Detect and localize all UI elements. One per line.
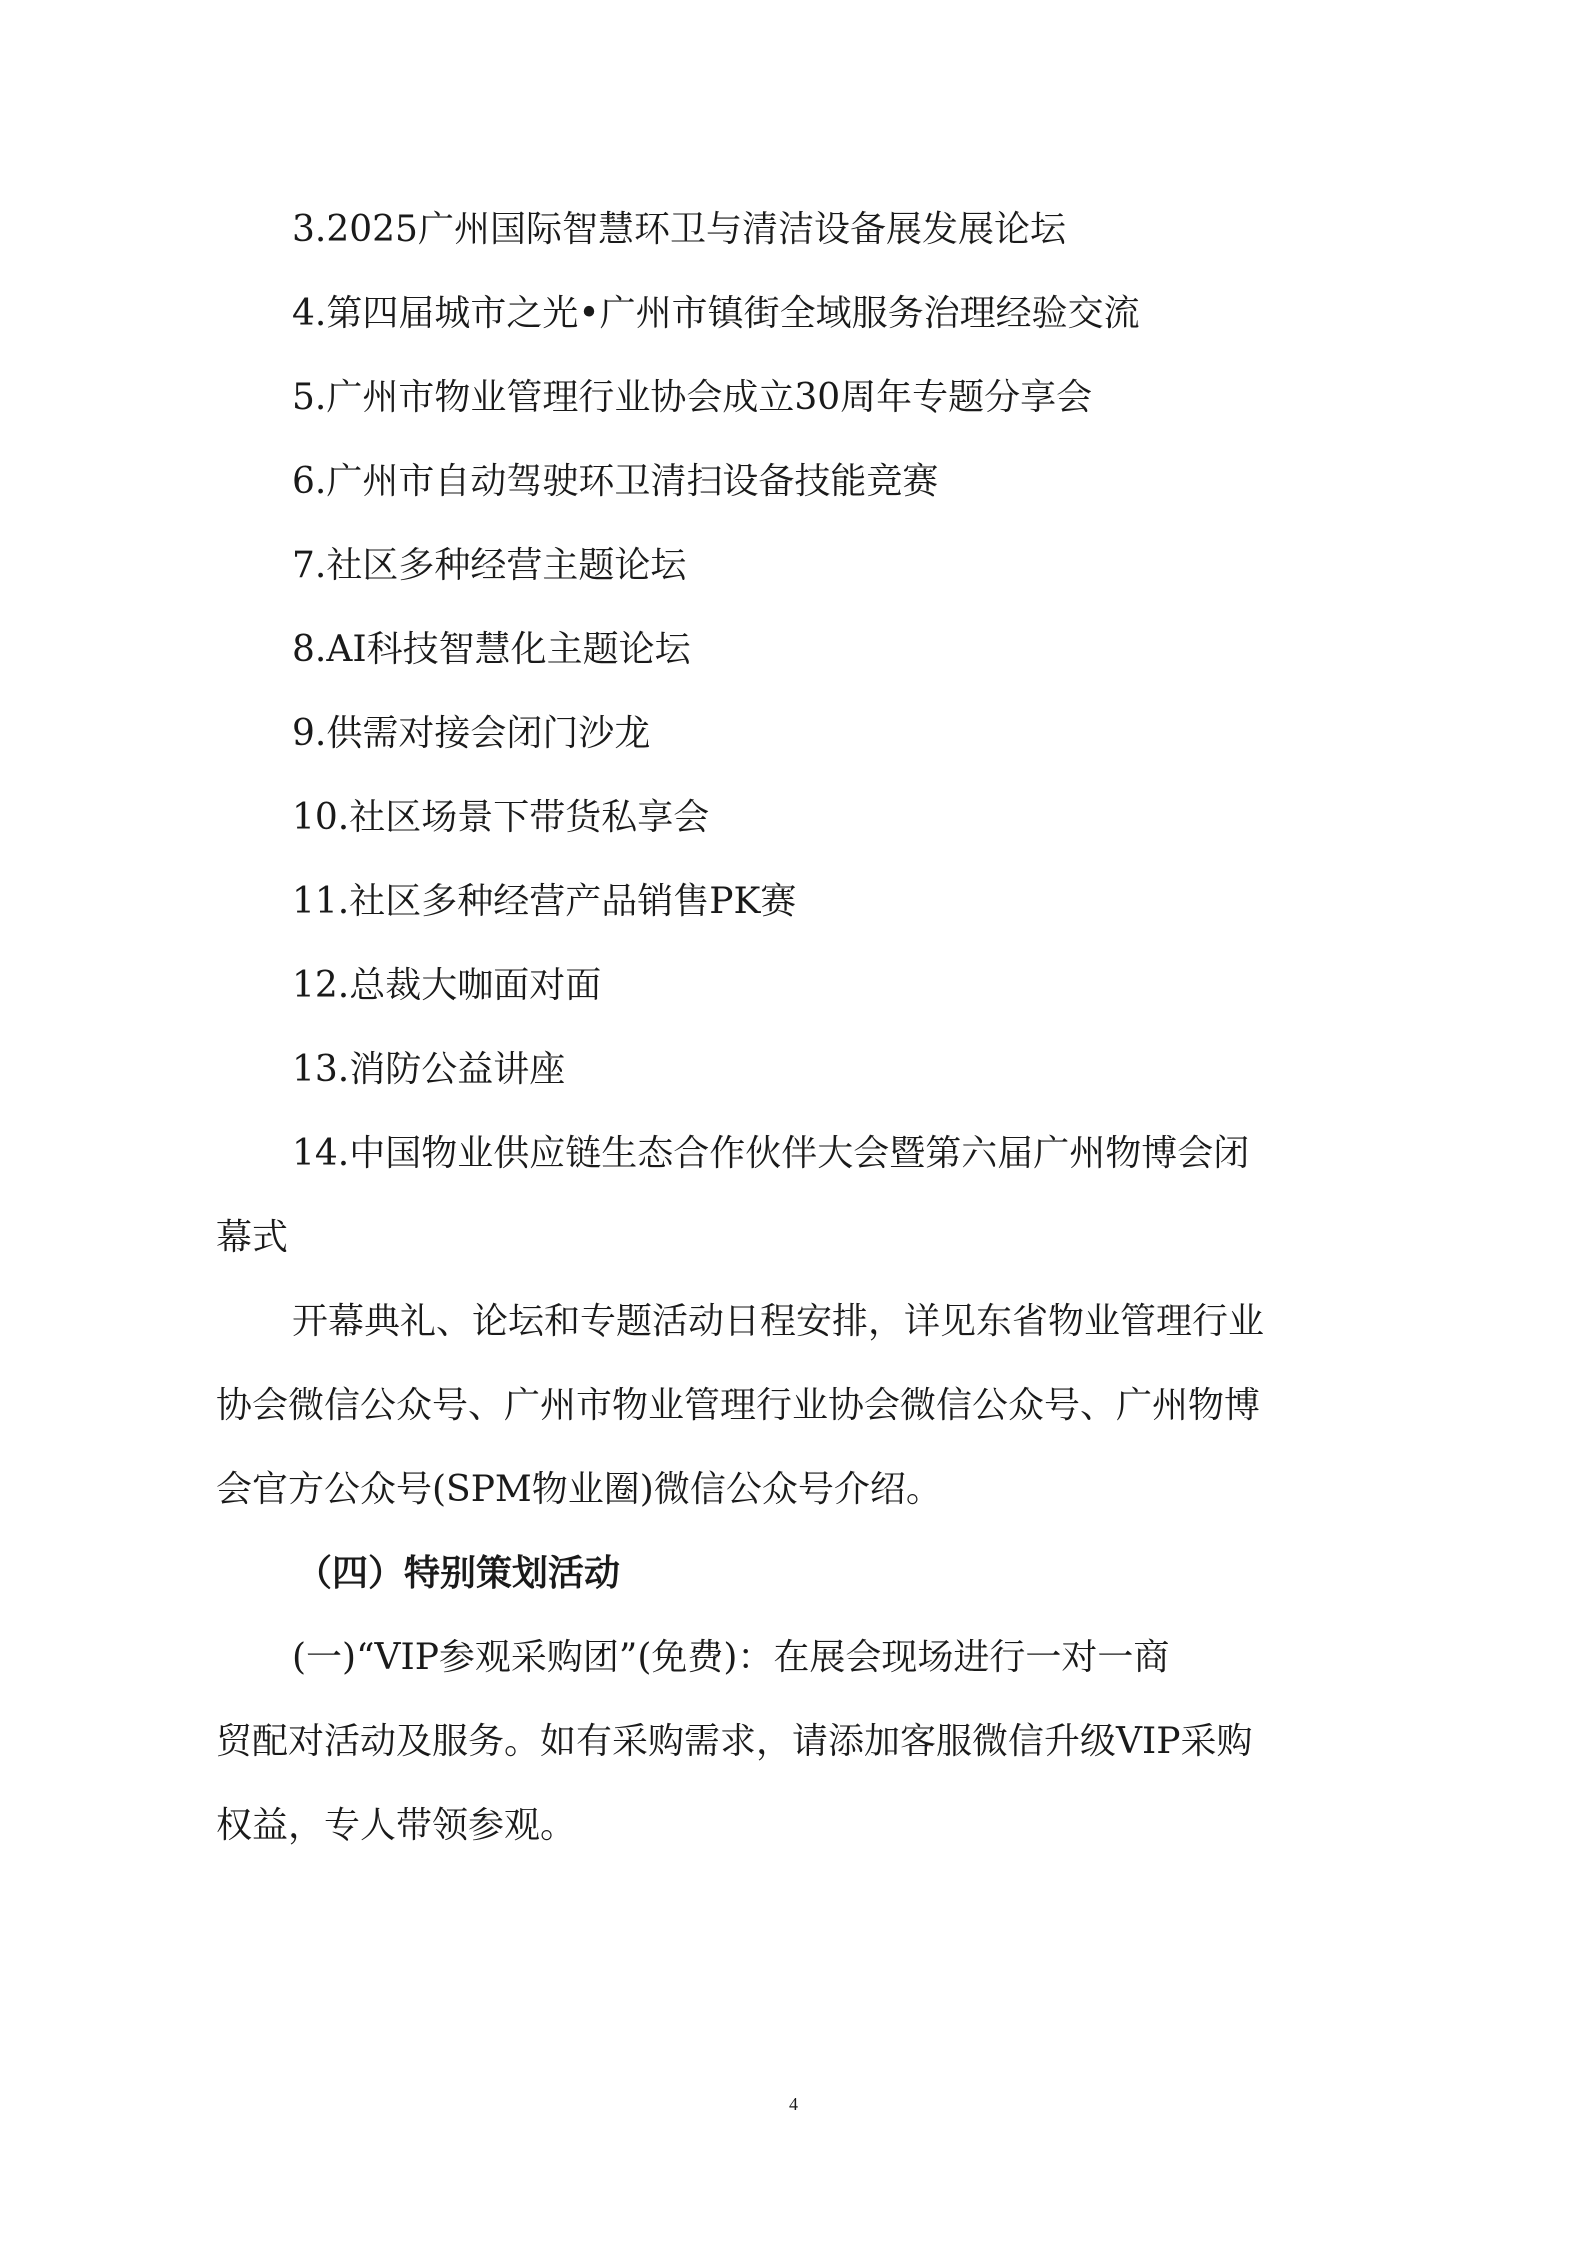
list-item: 7.社区多种经营主题论坛 bbox=[292, 545, 687, 586]
list-item: 9.供需对接会闭门沙龙 bbox=[292, 713, 651, 754]
list-item: 4.第四届城市之光•广州市镇街全域服务治理经验交流 bbox=[292, 293, 1140, 334]
vip-paragraph-line: 权益，专人带领参观。 bbox=[216, 1805, 577, 1846]
list-item: 10.社区场景下带货私享会 bbox=[292, 797, 710, 838]
list-item: 14.中国物业供应链生态合作伙伴大会暨第六届广州物博会闭 bbox=[292, 1133, 1250, 1174]
section-heading: （四）特别策划活动 bbox=[296, 1553, 621, 1594]
schedule-paragraph-line: 协会微信公众号、广州市物业管理行业协会微信公众号、广州物博 bbox=[216, 1385, 1261, 1426]
list-item: 12.总裁大咖面对面 bbox=[292, 965, 602, 1006]
vip-paragraph-line: (一)“VIP参观采购团”(免费)：在展会现场进行一对一商 bbox=[292, 1637, 1170, 1678]
list-item: 8.AI科技智慧化主题论坛 bbox=[292, 629, 691, 670]
page-number: 4 bbox=[789, 2094, 798, 2114]
list-item-continuation: 幕式 bbox=[216, 1217, 289, 1258]
schedule-paragraph-line: 会官方公众号(SPM物业圈)微信公众号介绍。 bbox=[216, 1469, 942, 1510]
schedule-paragraph-line: 开幕典礼、论坛和专题活动日程安排，详见东省物业管理行业 bbox=[292, 1301, 1265, 1342]
vip-paragraph-line: 贸配对活动及服务。如有采购需求，请添加客服微信升级VIP采购 bbox=[216, 1721, 1253, 1762]
list-item: 5.广州市物业管理行业协会成立30周年专题分享会 bbox=[292, 377, 1093, 418]
list-item: 3.2025广州国际智慧环卫与清洁设备展发展论坛 bbox=[292, 209, 1066, 250]
list-item: 6.广州市自动驾驶环卫清扫设备技能竞赛 bbox=[292, 461, 939, 502]
list-item: 11.社区多种经营产品销售PK赛 bbox=[292, 881, 797, 922]
list-item: 13.消防公益讲座 bbox=[292, 1049, 566, 1090]
